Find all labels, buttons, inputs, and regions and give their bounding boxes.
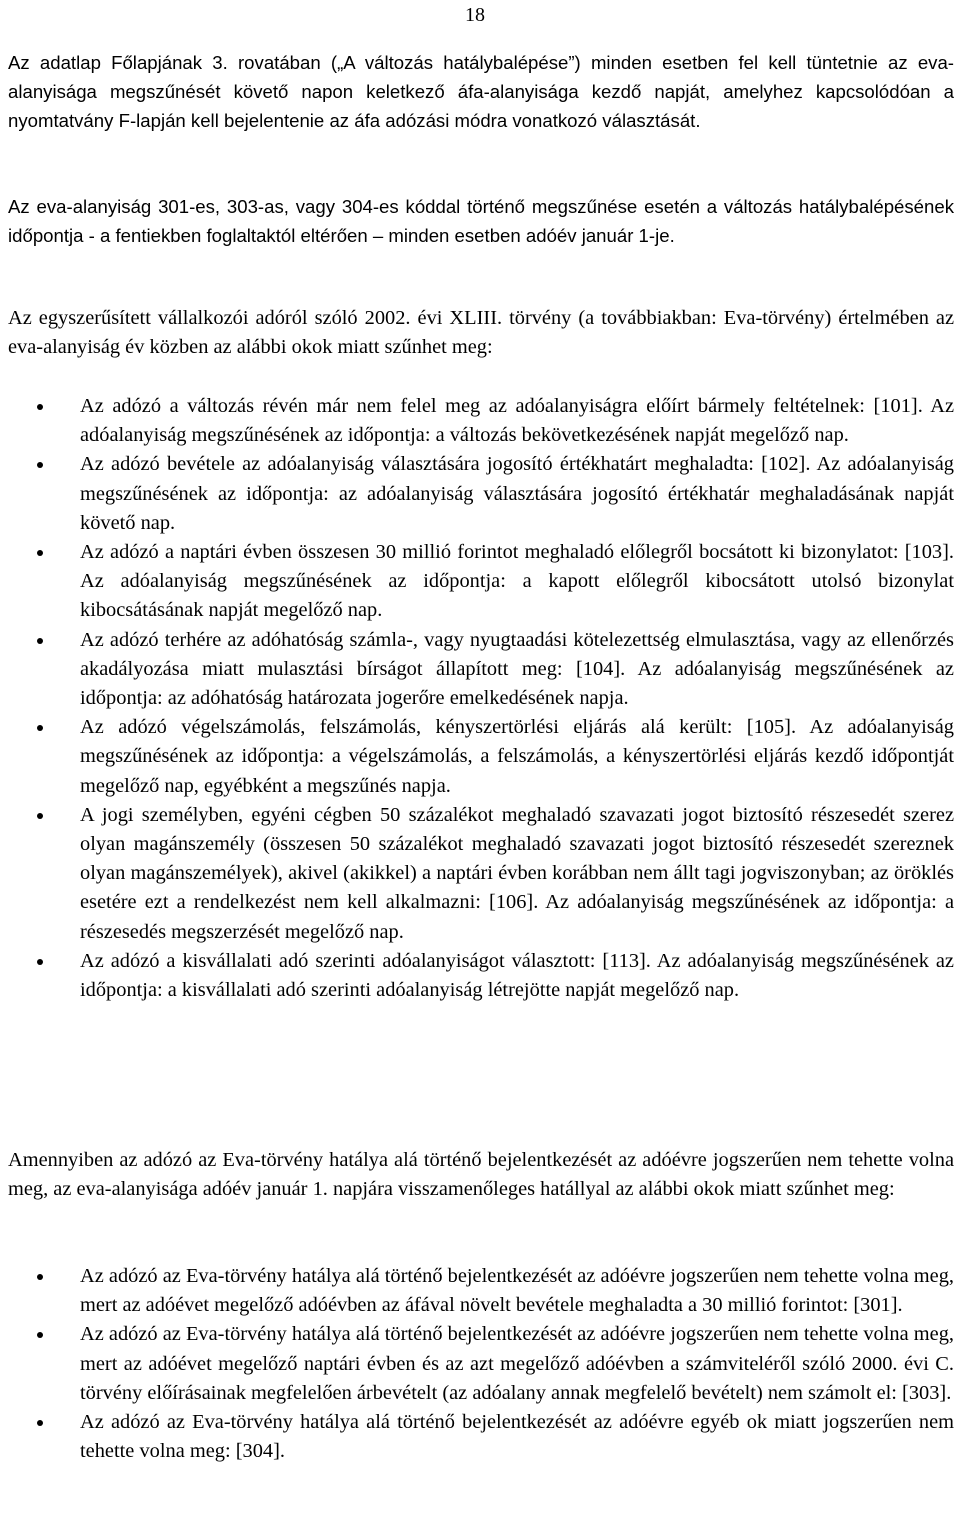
list-item-text: Az adózó az Eva-törvény hatálya alá történő bejelentkezését az adóévre egyéb ok miatt jogszerűen nem tehette volna meg: [304].: [80, 1411, 954, 1463]
list-item-text: Az adózó bevétele az adóalanyiság választására jogosító értékhatárt meghaladta: [102]. Az adóalanyiság megszűnésének az időpontja: az adóalanyiság választására jogosító értékhatár meghaladásának napját követő nap.: [80, 453, 954, 534]
list-item: [0, 801, 954, 947]
list-item-text: Az adózó végelszámolás, felszámolás, kényszertörlési eljárás alá került: [105]. Az adóalanyiság megszűnésének az időpontja: a végelszámolás, a felszámolás, a kényszertörlési eljárás kezdő időpontját megelőző nap, egyébként a megszűnés napja.: [80, 716, 954, 797]
list-item: [0, 538, 954, 626]
list-item-text: Az adózó terhére az adóhatóság számla-, vagy nyugtaadási kötelezettség elmulasztása, vagy az ellenőrzés akadályozása miatt mulasztási bírságot állapított meg: [104]. Az adóalanyiság megszűnésének az időpontja: az adóhatóság határozata jogerőre emelkedésének napja.: [80, 628, 954, 710]
paragraph-eva-torveny: Az egyszerűsített vállalkozói adóról szóló 2002. évi XLIII. törvény (a továbbiakban: Eva-törvény) értelmében az eva-alanyiság év közben az alábbi okok miatt szűnhet meg:: [8, 307, 954, 358]
reasons-list-retroactive: [0, 1262, 954, 1466]
list-item-text: Az adózó az Eva-törvény hatálya alá történő bejelentkezését az adóévre jogszerűen nem tehette volna meg, mert az adóévet megelőző naptári évben és az azt megelőző adóévben a számviteléről szóló 2000. évi C. törvény előírásainak megfelelően árbevételt (az adóalany annak megfelelő bevételt) nem számolt el: [303].: [80, 1323, 954, 1404]
bullet-icon: [37, 550, 43, 556]
list-item: [0, 1262, 954, 1320]
list-item-text: Az adózó a változás révén már nem felel meg az adóalanyiságra előírt bármely feltételnek: [101]. Az adóalanyiság megszűnésének az időpontja: a változás bekövetkezésének napját megelőző nap.: [80, 395, 954, 447]
bullet-icon: [37, 1274, 43, 1280]
list-item: [0, 626, 954, 714]
paragraph-visszamenoleges: Amennyiben az adózó az Eva-törvény hatálya alá történő bejelentkezését az adóévre jogszerűen nem tehette volna meg, az eva-alanyisága adóév január 1. napjára visszamenőleges hatállyal az alábbi okok miatt szűnhet meg:: [8, 1149, 954, 1200]
list-item: [0, 1320, 954, 1408]
list-item-text: Az adózó a kisvállalati adó szerinti adóalanyiságot választott: [113]. Az adóalanyiság megszűnésének az időpontja: a kisvállalati adó szerinti adóalanyiság létrejötte napját megelőző nap.: [80, 949, 954, 1002]
bullet-icon: [37, 725, 43, 731]
bullet-icon: [37, 959, 43, 965]
bullet-icon: [37, 638, 43, 644]
bullet-icon: [37, 813, 43, 819]
bullet-icon: [37, 1420, 43, 1426]
bullet-icon: [37, 404, 43, 410]
list-item-text: A jogi személyben, egyéni cégben 50 százalékot meghaladó szavazati jogot biztosító részesedét szerez olyan magánszemély (összesen 50 százalékot meghaladó szavazati jogot biztosító részesedét szereznek olyan magánszemélyek), akivel (akikkel) a naptári évben korábban nem állt tagi jogviszonyban; az öröklés esetére ezt a rendelkezést nem kell alkalmazni: [106]. Az adóalanyiság megszűnésének az időpontja: a részesedés megszerzését megelőző nap.: [80, 803, 954, 943]
paragraph-adatlap: Az adatlap Főlapjának 3. rovatában („A változás hatálybalépése”) minden esetben fel kell tüntetnie az eva-alanyisága megszűnését követő napon keletkező áfa-alanyisága kezdő napját, amelyhez kapcsolódóan a nyomtatvány F-lapján kell bejelentenie az áfa adózási módra vonatkozó választását.: [8, 52, 954, 131]
list-item-text: Az adózó az Eva-törvény hatálya alá történő bejelentkezését az adóévre jogszerűen nem tehette volna meg, mert az adóévet megelőző adóévben az áfával növelt bevétele meghaladta a 30 millió forintot: [301].: [80, 1265, 954, 1317]
list-item: [0, 947, 954, 1005]
list-item-text: Az adózó a naptári évben összesen 30 millió forintot meghaladó előlegről bocsátott ki bizonylatot: [103]. Az adóalanyiság megszűnésének az időpontja: a kapott előlegről kibocsátott utolsó bizonylat kibocsátásának napját megelőző nap.: [80, 541, 954, 622]
bullet-icon: [37, 462, 43, 468]
page-number: 18: [465, 4, 485, 26]
list-item: [0, 713, 954, 801]
reasons-list-during-year: [0, 392, 954, 1005]
bullet-icon: [37, 1332, 43, 1338]
paragraph-megszunes-kod: Az eva-alanyiság 301-es, 303-as, vagy 304-es kóddal történő megszűnése esetén a változás hatálybalépésének időpontja - a fentiekben foglaltaktól eltérően – minden esetben adóév január 1-je.: [8, 196, 954, 246]
list-item: [0, 392, 954, 450]
list-item: [0, 1408, 954, 1466]
list-item: [0, 450, 954, 538]
